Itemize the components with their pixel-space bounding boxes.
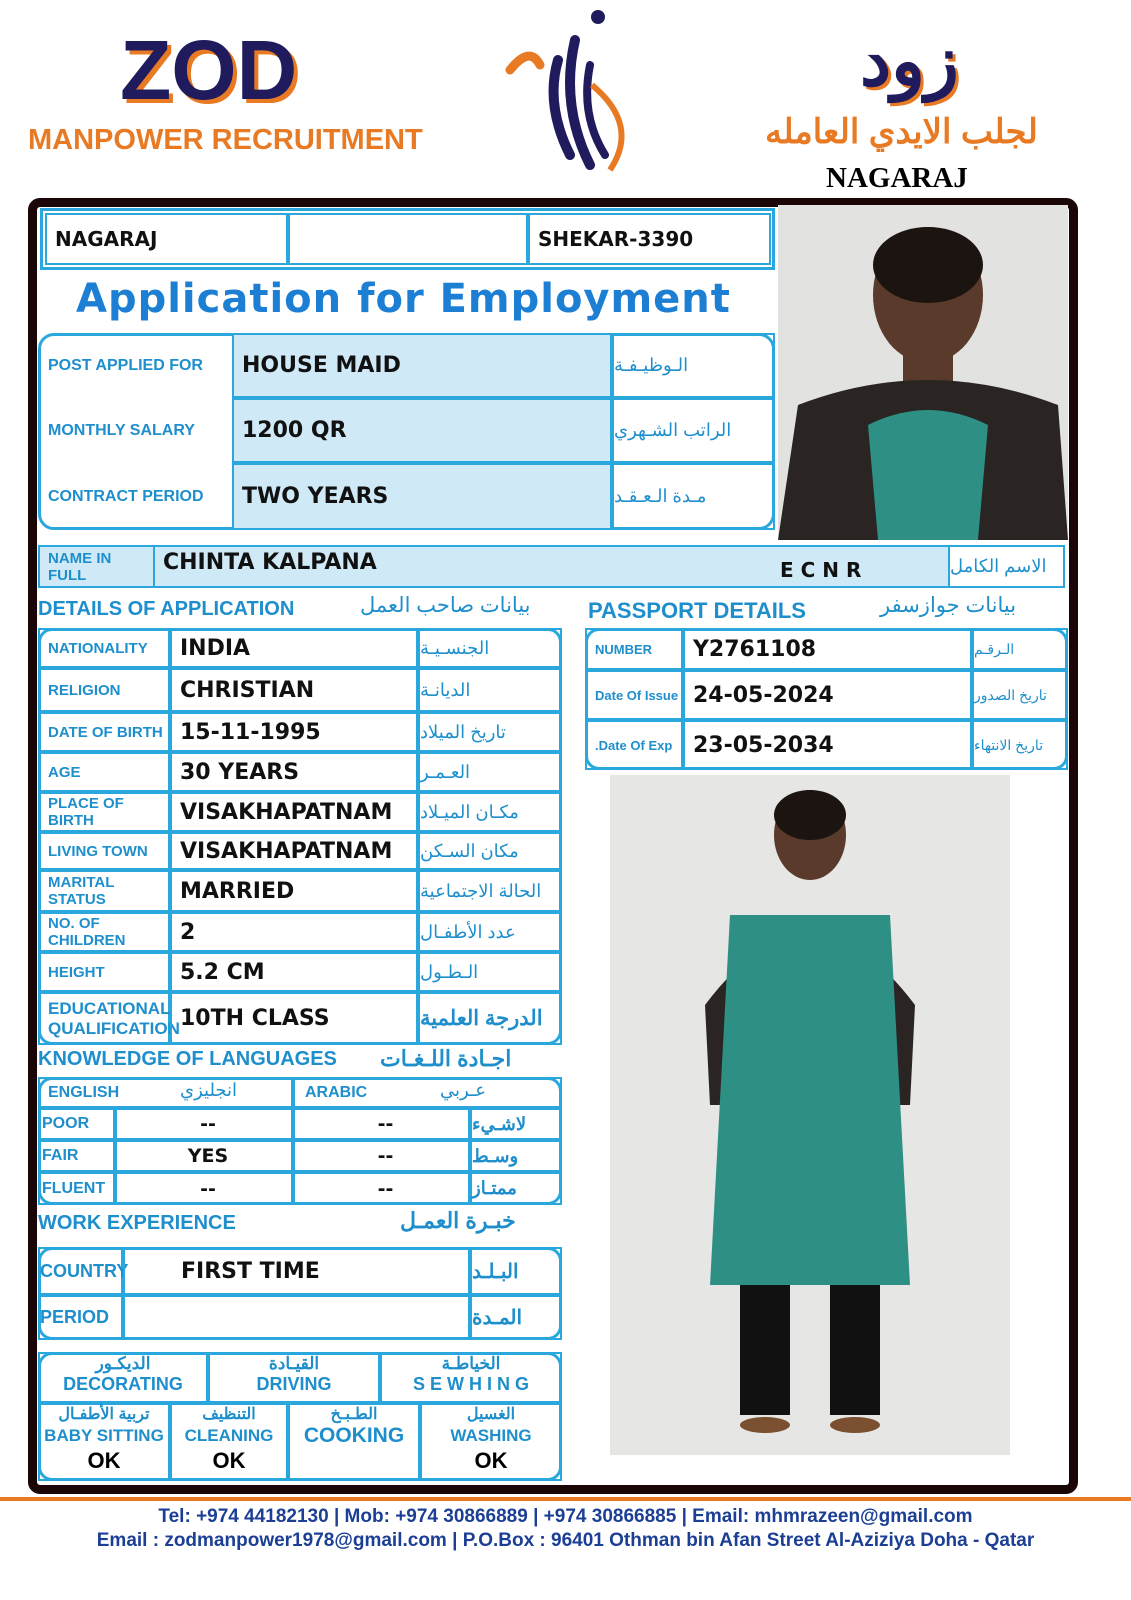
skill-arabic: الغسيل	[466, 1406, 516, 1423]
applicant-full-photo	[610, 775, 1010, 1455]
detail-value: 15-11-1995	[170, 712, 418, 752]
arabic-subtitle: لجلب الايدي العامله	[765, 113, 1038, 151]
detail-label: LIVING TOWN	[38, 832, 170, 870]
passport-arabic: الـرقـم	[972, 628, 1068, 670]
footer-divider	[0, 1497, 1131, 1501]
post-value: TWO YEARS	[232, 463, 612, 530]
skill-cell	[38, 1352, 208, 1403]
detail-value: INDIA	[170, 628, 418, 668]
work-arabic: المـدة	[470, 1295, 562, 1340]
passport-value: 23-05-2034	[683, 720, 972, 770]
language-level: FLUENT	[38, 1172, 115, 1205]
passport-arabic-heading: بيانات جوازسفر	[880, 594, 1017, 617]
work-arabic-heading: خبـرة العمـل	[400, 1208, 516, 1233]
english-level-value: --	[115, 1108, 293, 1140]
name-arabic: الاسم الكامل	[948, 545, 1065, 588]
post-value: HOUSE MAID	[232, 333, 612, 398]
post-arabic: الراتب الشـهري	[612, 398, 775, 463]
detail-label: HEIGHT	[38, 952, 170, 992]
work-arabic: البـلـد	[470, 1247, 562, 1295]
detail-arabic: مكـان الميـلاد	[418, 792, 562, 832]
detail-arabic: الحالة الاجتماعية	[418, 870, 562, 912]
agent-cell: NAGARAJ	[45, 213, 288, 265]
skill-arabic: تربية الأطفـال	[58, 1406, 150, 1423]
detail-arabic: الـطـول	[418, 952, 562, 992]
skill-arabic: القيـادة	[268, 1354, 320, 1373]
skill-ok-mark: OK	[474, 1448, 508, 1473]
skill-label: CLEANING	[184, 1426, 274, 1445]
passport-heading: PASSPORT DETAILS	[588, 598, 806, 623]
details-arabic-heading: بيانات صاحب العمل	[360, 594, 531, 617]
skill-cell	[208, 1352, 380, 1403]
work-value	[123, 1295, 470, 1340]
english-level-value: YES	[115, 1140, 293, 1172]
language-level-arabic: ممتـاز	[470, 1172, 562, 1205]
languages-arabic-heading: اجـادة اللـغـات	[380, 1046, 512, 1071]
skill-label: COOKING	[303, 1424, 405, 1447]
detail-label: EDUCATIONAL QUALIFICATION	[38, 992, 170, 1045]
applicant-portrait-photo	[778, 205, 1068, 540]
post-label: MONTHLY SALARY	[48, 421, 195, 439]
english-header: ENGLISH	[38, 1077, 293, 1108]
skill-arabic: الطـبـخ	[330, 1406, 378, 1423]
language-level-arabic: وسـط	[470, 1140, 562, 1172]
name-value: CHINTA KALPANA	[163, 550, 377, 575]
skill-arabic: الخياطـة	[441, 1354, 501, 1373]
passport-value: 24-05-2024	[683, 670, 972, 720]
post-arabic: الـوظيـفـة	[612, 333, 775, 398]
detail-label: PLACE OF BIRTH	[38, 792, 170, 832]
skill-label: DRIVING	[256, 1374, 332, 1394]
detail-label: MARITAL STATUS	[38, 870, 170, 912]
detail-value: VISAKHAPATNAM	[170, 832, 418, 870]
english-arabic-header: انجليزي	[180, 1080, 238, 1100]
work-value: FIRST TIME	[123, 1247, 470, 1295]
languages-heading: KNOWLEDGE OF LANGUAGES	[38, 1048, 337, 1070]
arabic-brand: زود	[860, 22, 959, 100]
detail-arabic: عدد الأطفـال	[418, 912, 562, 952]
detail-arabic: الديانـة	[418, 668, 562, 712]
passport-label: Date Of Issue	[585, 670, 683, 720]
name-label: NAME IN FULL	[38, 545, 155, 588]
page-title: Application for Employment	[76, 276, 731, 322]
skill-arabic: التنظيف	[202, 1406, 256, 1423]
passport-label: NUMBER	[585, 628, 683, 670]
language-level: FAIR	[38, 1140, 115, 1172]
arabic-level-value: --	[293, 1140, 470, 1172]
post-arabic: مـدة الـعـقـد	[612, 463, 775, 530]
passport-arabic: تاريخ الانتهاء	[972, 720, 1068, 770]
empty-cell	[288, 213, 528, 265]
company-logo-icon	[500, 5, 640, 180]
language-level: POOR	[38, 1108, 115, 1140]
details-heading: DETAILS OF APPLICATION	[38, 598, 295, 620]
skill-cell	[380, 1352, 562, 1403]
work-heading: WORK EXPERIENCE	[38, 1212, 236, 1234]
skill-cell	[288, 1403, 420, 1481]
passport-label: .Date Of Exp	[585, 720, 683, 770]
work-label: COUNTRY	[38, 1247, 123, 1295]
brand-subtitle: MANPOWER RECRUITMENT	[28, 124, 423, 156]
detail-value: MARRIED	[170, 870, 418, 912]
skill-label: WASHING	[450, 1426, 532, 1445]
detail-value: CHRISTIAN	[170, 668, 418, 712]
passport-value: Y2761108	[683, 628, 972, 670]
arabic-header: ARABIC	[293, 1077, 562, 1108]
arabic-level-value: --	[293, 1172, 470, 1205]
brand-logo-text: ZOD	[120, 23, 298, 117]
detail-label: DATE OF BIRTH	[38, 712, 170, 752]
reference-cell: SHEKAR-3390	[528, 213, 771, 265]
detail-value: 5.2 CM	[170, 952, 418, 992]
passport-arabic: تاريخ الصدور	[972, 670, 1068, 720]
skill-label: BABY SITTING	[44, 1426, 164, 1445]
english-level-value: --	[115, 1172, 293, 1205]
arabic-level-value: --	[293, 1108, 470, 1140]
skill-cell	[38, 1403, 170, 1481]
skill-cell	[170, 1403, 288, 1481]
work-label: PERIOD	[38, 1295, 123, 1340]
skill-cell	[420, 1403, 562, 1481]
detail-label: AGE	[38, 752, 170, 792]
detail-arabic: العـمـر	[418, 752, 562, 792]
post-label: CONTRACT PERIOD	[48, 487, 204, 505]
detail-arabic: مكان السـكن	[418, 832, 562, 870]
detail-label: RELIGION	[38, 668, 170, 712]
skill-ok-mark: OK	[87, 1448, 121, 1473]
ecnr-label: E C N R	[780, 558, 862, 582]
arabic-arabic-header: عـربي	[440, 1080, 486, 1100]
agent-name: NAGARAJ	[826, 162, 968, 194]
detail-label: NATIONALITY	[38, 628, 170, 668]
detail-value: VISAKHAPATNAM	[170, 792, 418, 832]
post-value: 1200 QR	[232, 398, 612, 463]
footer-contact-line: Tel: +974 44182130 | Mob: +974 30866889 | +974 30866885 | Email: mhmrazeen@gmail.com	[158, 1506, 973, 1527]
language-level-arabic: لاشـيء	[470, 1108, 562, 1140]
detail-value: 2	[170, 912, 418, 952]
skill-ok-mark: OK	[212, 1448, 246, 1473]
footer-address-line: Email : zodmanpower1978@gmail.com | P.O.Box : 96401 Othman bin Afan Street Al-Aziziya Doha - Qatar	[96, 1530, 1035, 1551]
detail-value: 10TH CLASS	[170, 992, 418, 1045]
detail-arabic: الجنسـيـة	[418, 628, 562, 668]
skill-label: DECORATING	[63, 1374, 183, 1394]
post-label: POST APPLIED FOR	[48, 356, 203, 374]
detail-arabic: تاريخ الميلاد	[418, 712, 562, 752]
detail-label: NO. OF CHILDREN	[38, 912, 170, 952]
detail-value: 30 YEARS	[170, 752, 418, 792]
skill-label: S E W H I N G	[412, 1374, 529, 1394]
skill-arabic: الديكـور	[95, 1354, 151, 1373]
detail-arabic: الدرجة العلمية	[418, 992, 562, 1045]
